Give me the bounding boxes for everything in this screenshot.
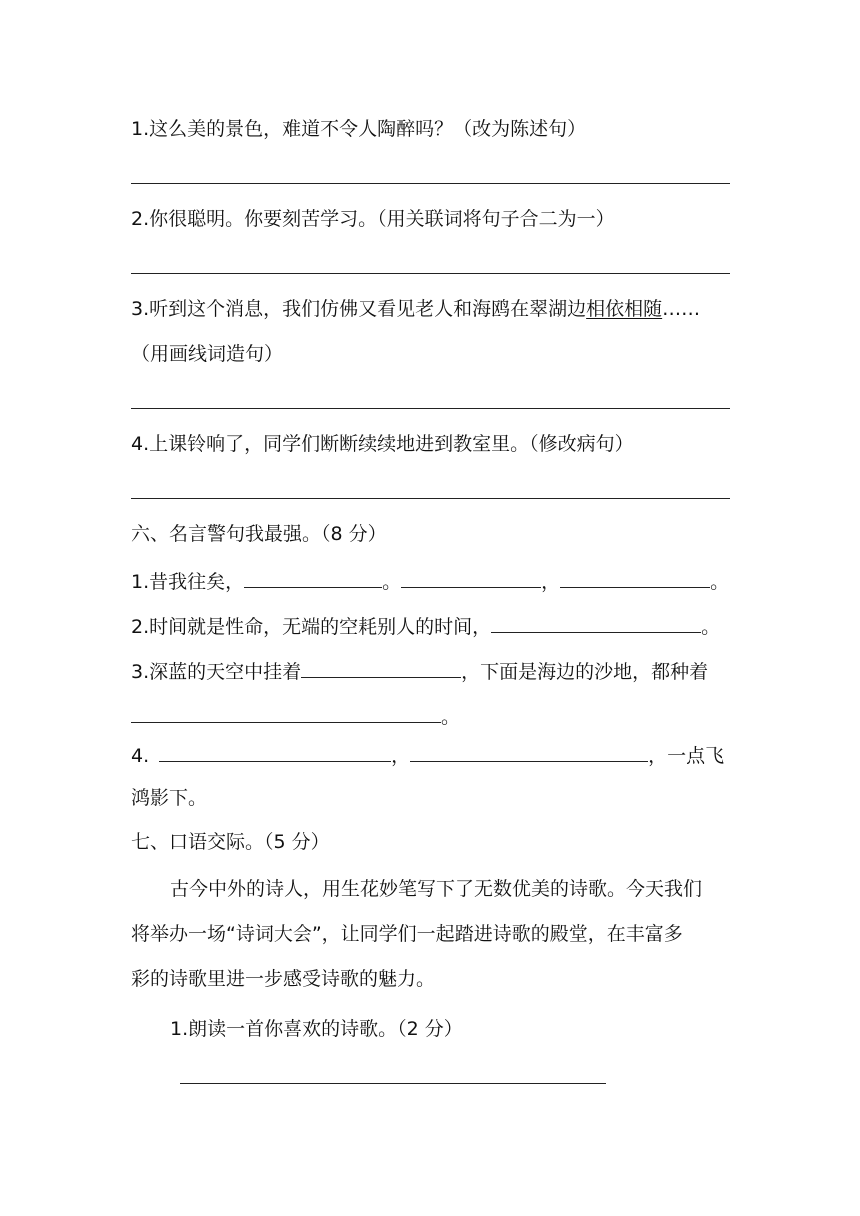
quote-1-end: 。: [710, 571, 730, 593]
section-7-heading: 七、口语交际。（5 分）: [131, 831, 330, 853]
quote-1-sep2: ，: [541, 571, 561, 593]
quote-3-end: 。: [441, 706, 461, 728]
rewrite-item-3: [131, 297, 700, 321]
quote-1-blank-a[interactable]: [244, 567, 382, 588]
section-6-heading: 六、名言警句我最强。（8 分）: [131, 523, 387, 545]
item-3-ellipsis: ……: [662, 298, 701, 320]
answer-line-3[interactable]: [131, 408, 730, 409]
item-3-text: 3.听到这个消息，我们仿佛又看见老人和海鸥在翠湖边: [131, 298, 587, 320]
rewrite-item-1: 1.这么美的景色，难道不令人陶醉吗？（改为陈述句）: [131, 118, 587, 140]
quote-3-mid: ，下面是海边的沙地，都种着: [461, 661, 709, 683]
rewrite-item-4: 4.上课铃响了，同学们断断续续地进到教室里。（修改病句）: [131, 433, 634, 455]
answer-line-4[interactable]: [131, 498, 730, 499]
answer-line-1[interactable]: [131, 183, 730, 184]
answer-line-2[interactable]: [131, 273, 730, 274]
quote-3-blank-a[interactable]: [301, 657, 461, 678]
quote-item-3-cont: [131, 702, 460, 729]
quote-item-3: [131, 657, 708, 684]
quote-4-sep: ，: [391, 745, 411, 767]
quote-3-blank-b[interactable]: [131, 702, 441, 723]
quote-2-prefix: 2.时间就是性命，无端的空耗别人的时间，: [131, 616, 492, 638]
quote-item-1: [131, 567, 729, 594]
quote-item-4-cont: 鸿影下。: [131, 787, 208, 809]
quote-4-mid: ，一点飞: [648, 745, 725, 767]
quote-1-prefix: 1.昔我往矣，: [131, 571, 245, 593]
quote-3-prefix: 3.深蓝的天空中挂着: [131, 661, 302, 683]
oral-item-1: 1.朗读一首你喜欢的诗歌。（2 分）: [170, 1018, 463, 1040]
paragraph-line-3: 彩的诗歌里进一步感受诗歌的魅力。: [131, 968, 436, 990]
quote-1-blank-c[interactable]: [560, 567, 710, 588]
rewrite-item-2: 2.你很聪明。你要刻苦学习。（用关联词将句子合二为一）: [131, 208, 615, 230]
quote-4-blank-b[interactable]: [410, 741, 648, 762]
paragraph-line-1: 古今中外的诗人，用生花妙笔写下了无数优美的诗歌。今天我们: [170, 878, 703, 900]
quote-item-2: [131, 612, 720, 639]
rewrite-item-3-instruction: （用画线词造句）: [131, 343, 284, 365]
quote-item-4: [131, 741, 724, 768]
underlined-word: 相依相随: [586, 298, 663, 320]
quote-4-blank-a[interactable]: [159, 741, 391, 762]
quote-4-prefix: 4.: [131, 745, 150, 767]
answer-line-oral-1[interactable]: [180, 1083, 606, 1084]
quote-2-blank[interactable]: [491, 612, 701, 633]
quote-2-end: 。: [701, 616, 721, 638]
quote-1-blank-b[interactable]: [401, 567, 541, 588]
quote-1-sep1: 。: [382, 571, 402, 593]
paragraph-line-2: 将举办一场“诗词大会”，让同学们一起踏进诗歌的殿堂，在丰富多: [131, 923, 683, 945]
